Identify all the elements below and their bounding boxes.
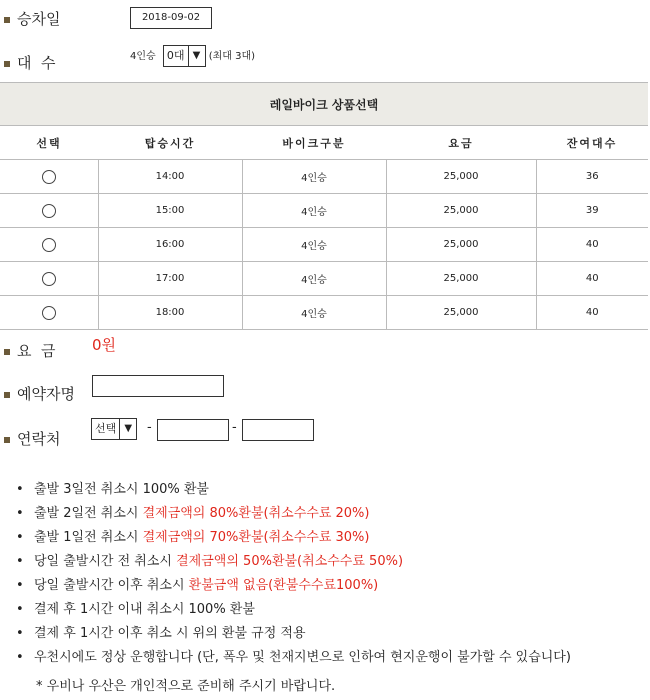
list-item: • 출발 3일전 취소시 100% 환불 — [16, 478, 571, 502]
table-row — [0, 262, 648, 296]
price-cell: 25,000 — [386, 296, 536, 330]
count-select[interactable] — [163, 45, 206, 67]
remain-cell: 39 — [536, 194, 648, 228]
phone-middle-input[interactable] — [157, 419, 229, 441]
fee-label — [4, 340, 56, 361]
row-radio[interactable] — [42, 170, 56, 184]
date-label-text: 승차일 — [17, 10, 61, 28]
table-caption: 레일바이크 상품선택 — [0, 83, 648, 126]
type-cell: 4인승 — [242, 296, 386, 330]
bullet-square-icon — [4, 349, 10, 355]
phone-prefix-select-wrap — [91, 418, 137, 440]
remain-cell: 40 — [536, 262, 648, 296]
date-label — [4, 8, 60, 29]
col-header-price: 요금 — [386, 126, 536, 160]
type-cell: 4인승 — [242, 160, 386, 194]
booker-label-text: 예약자명 — [17, 385, 75, 403]
count-row — [130, 45, 255, 67]
refund-notes — [16, 478, 571, 670]
date-field[interactable]: 2018-09-02 — [130, 7, 212, 29]
table-row — [0, 296, 648, 330]
list-item: • 당일 출발시간 전 취소시 결제금액의 50%환불(취소수수료 50%) — [16, 550, 571, 574]
time-cell: 15:00 — [98, 194, 242, 228]
phone-last-input[interactable] — [242, 419, 314, 441]
list-item: • 당일 출발시간 이후 취소시 환불금액 없음(환불수수료100%) — [16, 574, 571, 598]
col-header-type: 바이크구분 — [242, 126, 386, 160]
count-select-value: 0대 — [166, 49, 185, 62]
row-radio[interactable] — [42, 306, 56, 320]
row-radio[interactable] — [42, 204, 56, 218]
bullet-square-icon — [4, 392, 10, 398]
time-cell: 18:00 — [98, 296, 242, 330]
booker-name-input[interactable] — [92, 375, 224, 397]
type-cell: 4인승 — [242, 262, 386, 296]
time-cell: 16:00 — [98, 228, 242, 262]
col-header-select: 선택 — [0, 126, 98, 160]
count-label-text: 대 수 — [17, 54, 56, 72]
row-radio[interactable] — [42, 272, 56, 286]
price-cell: 25,000 — [386, 262, 536, 296]
list-item: • 우천시에도 정상 운행합니다 (단, 폭우 및 천재지변으로 인하여 현지운행이 불가할 수 있습니다) — [16, 646, 571, 670]
phone-prefix-value: 선택 — [95, 422, 117, 435]
list-item: • 출발 2일전 취소시 결제금액의 80%환불(취소수수료 20%) — [16, 502, 571, 526]
bike-type-text: 4인승 — [130, 51, 156, 62]
phone-prefix-select[interactable] — [91, 418, 137, 440]
table-row — [0, 160, 648, 194]
remain-cell: 40 — [536, 228, 648, 262]
table-row — [0, 194, 648, 228]
product-table — [0, 82, 648, 330]
booker-label — [4, 383, 75, 404]
bullet-square-icon — [4, 437, 10, 443]
fee-label-text: 요 금 — [17, 342, 56, 360]
chevron-down-icon: ▼ — [119, 419, 136, 439]
bullet-square-icon — [4, 61, 10, 67]
col-header-time: 탑승시간 — [98, 126, 242, 160]
remain-cell: 36 — [536, 160, 648, 194]
dash-2: - — [232, 420, 237, 435]
dash-1: - — [147, 420, 152, 435]
count-label — [4, 52, 56, 73]
type-cell: 4인승 — [242, 194, 386, 228]
contact-label-text: 연락처 — [17, 430, 61, 448]
time-cell: 14:00 — [98, 160, 242, 194]
list-item: • 출발 1일전 취소시 결제금액의 70%환불(취소수수료 30%) — [16, 526, 571, 550]
price-cell: 25,000 — [386, 228, 536, 262]
row-radio[interactable] — [42, 238, 56, 252]
col-header-remain: 잔여대수 — [536, 126, 648, 160]
remain-cell: 40 — [536, 296, 648, 330]
type-cell: 4인승 — [242, 228, 386, 262]
table-row — [0, 228, 648, 262]
price-cell: 25,000 — [386, 194, 536, 228]
footnote: * 우비나 우산은 개인적으로 준비해 주시기 바랍니다. — [36, 679, 336, 694]
chevron-down-icon: ▼ — [188, 46, 205, 66]
fee-value: 0원 — [92, 336, 117, 354]
list-item: • 결제 후 1시간 이후 취소 시 위의 환불 규정 적용 — [16, 622, 571, 646]
count-limit-text: (최대 3대) — [208, 51, 256, 62]
price-cell: 25,000 — [386, 160, 536, 194]
time-cell: 17:00 — [98, 262, 242, 296]
contact-label — [4, 428, 60, 449]
bullet-square-icon — [4, 17, 10, 23]
list-item: • 결제 후 1시간 이내 취소시 100% 환불 — [16, 598, 571, 622]
